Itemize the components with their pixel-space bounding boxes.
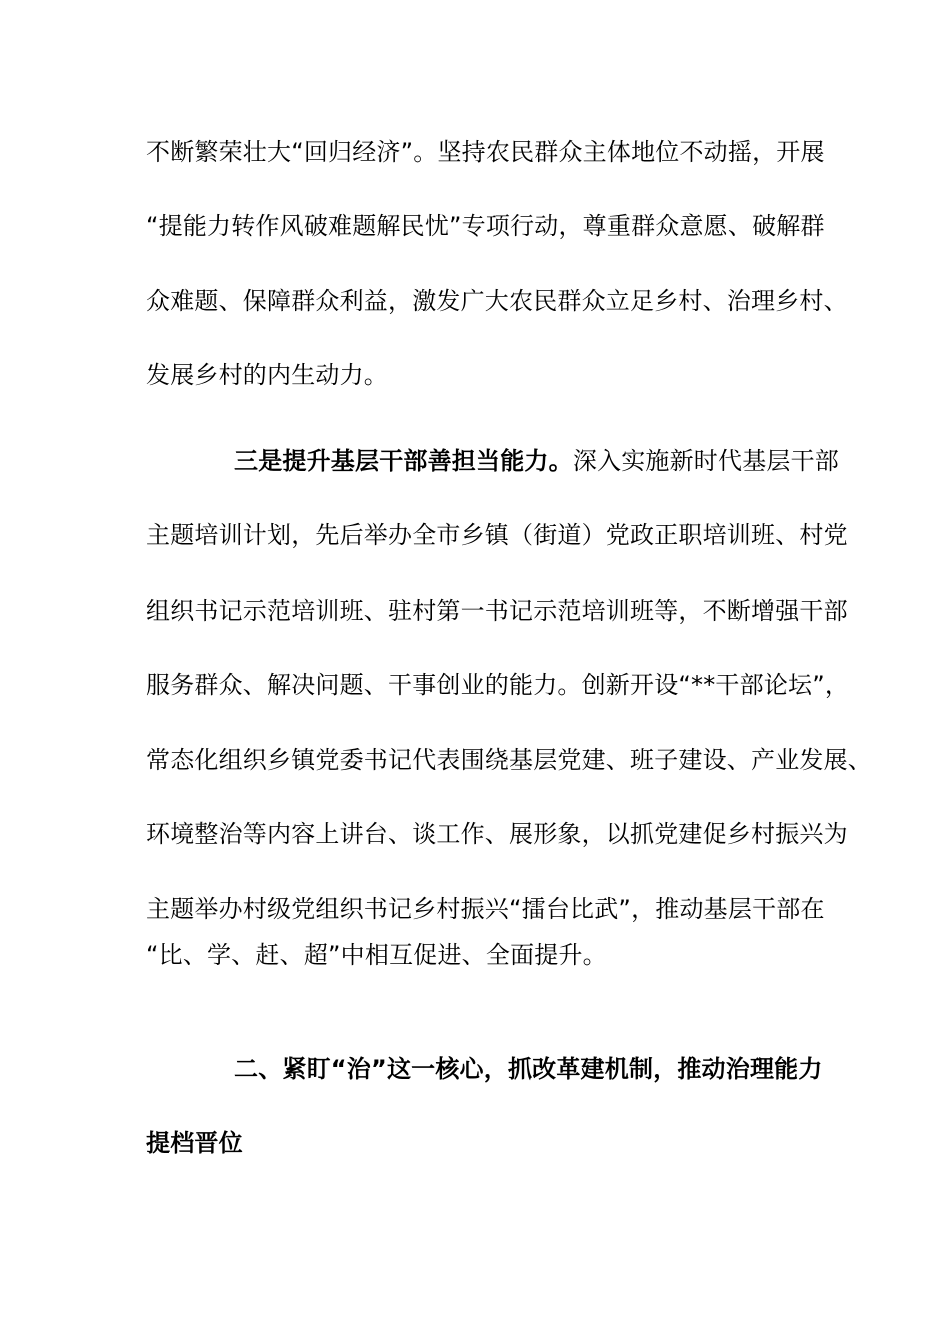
paragraph-1-line-1: 不断繁荣壮大“回归经济”。坚持农民群众主体地位不动摇，开展 (146, 138, 825, 166)
paragraph-2-heading: 三是提升基层干部善担当能力。 (234, 447, 573, 475)
paragraph-2-line-1 (234, 446, 839, 476)
section-heading-line-2: 提档晋位 (146, 1129, 243, 1157)
paragraph-2-line-5: 常态化组织乡镇党委书记代表围绕基层党建、班子建设、产业发展、 (146, 746, 872, 774)
paragraph-1-line-2: “提能力转作风破难题解民忧”专项行动，尊重群众意愿、破解群 (146, 212, 825, 240)
paragraph-2-line-4: 服务群众、解决问题、干事创业的能力。创新开设“**干部论坛”， (146, 671, 850, 699)
section-heading-line-1: 二、紧盯“治”这一核心，抓改革建机制，推动治理能力 (234, 1055, 823, 1083)
paragraph-1-line-4: 发展乡村的内生动力。 (146, 361, 388, 389)
paragraph-2-line-6: 环境整治等内容上讲台、谈工作、展形象，以抓党建促乡村振兴为 (146, 820, 848, 848)
paragraph-2-line-7: 主题举办村级党组织书记乡村振兴“擂台比武”，推动基层干部在 (146, 895, 825, 923)
paragraph-2-line-2: 主题培训计划，先后举办全市乡镇（街道）党政正职培训班、村党 (146, 521, 848, 549)
paragraph-1-line-3: 众难题、保障群众利益，激发广大农民群众立足乡村、治理乡村、 (146, 287, 848, 315)
paragraph-2-line-3: 组织书记示范培训班、驻村第一书记示范培训班等，不断增强干部 (146, 597, 848, 625)
paragraph-2-first-line-rest: 深入实施新时代基层干部 (572, 447, 840, 475)
paragraph-2-line-8: “比、学、赶、超”中相互促进、全面提升。 (146, 941, 607, 969)
